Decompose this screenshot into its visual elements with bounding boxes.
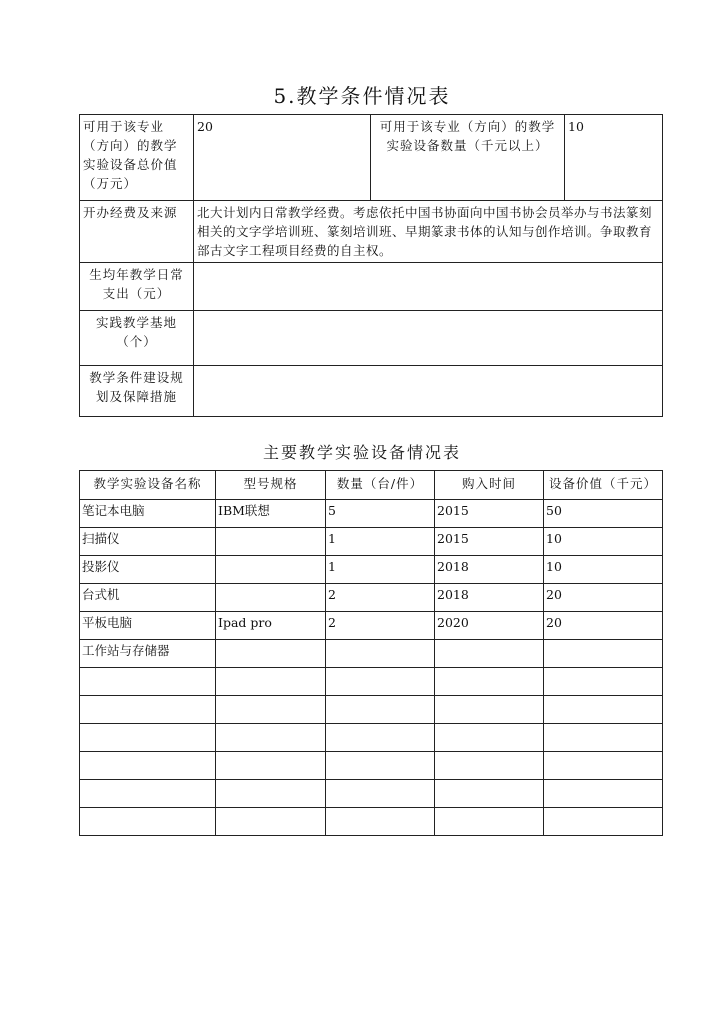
daily-expense-value [194, 263, 663, 311]
cell-purchase-time [435, 640, 544, 668]
cell-model [216, 724, 326, 752]
equip-count-label: 可用于该专业（方向）的教学实验设备数量（千元以上） [371, 115, 565, 201]
table-row [80, 584, 663, 612]
cell-purchase-time: 2018 [435, 556, 544, 584]
cell-name: 笔记本电脑 [80, 500, 216, 528]
cell-name [80, 724, 216, 752]
cell-quantity [326, 752, 435, 780]
equip-total-value: 20 [194, 115, 371, 201]
table-row [80, 612, 663, 640]
header-name: 教学实验设备名称 [80, 471, 216, 500]
equip-count-value: 10 [565, 115, 663, 201]
cell-purchase-time: 2018 [435, 584, 544, 612]
equipment-header-row [80, 471, 663, 500]
cell-name [80, 696, 216, 724]
table-row [80, 696, 663, 724]
cell-quantity [326, 668, 435, 696]
cell-value [544, 668, 663, 696]
cell-quantity: 1 [326, 528, 435, 556]
cell-name [80, 808, 216, 836]
cell-model: IBM联想 [216, 500, 326, 528]
cell-purchase-time [435, 696, 544, 724]
header-purchase-time: 购入时间 [435, 471, 544, 500]
cell-purchase-time [435, 724, 544, 752]
cell-value [544, 752, 663, 780]
cell-name: 台式机 [80, 584, 216, 612]
cell-name: 平板电脑 [80, 612, 216, 640]
cell-model [216, 556, 326, 584]
cell-quantity [326, 640, 435, 668]
cell-purchase-time: 2015 [435, 500, 544, 528]
equipment-table-title: 主要教学实验设备情况表 [262, 443, 461, 462]
cell-name [80, 780, 216, 808]
table-row [80, 556, 663, 584]
table-row [80, 724, 663, 752]
cell-purchase-time: 2015 [435, 528, 544, 556]
cell-name: 扫描仪 [80, 528, 216, 556]
cell-purchase-time [435, 668, 544, 696]
table-row [80, 640, 663, 668]
cell-model [216, 752, 326, 780]
plan-label: 教学条件建设规划及保障措施 [80, 366, 194, 417]
equipment-table [79, 470, 663, 836]
cell-name [80, 668, 216, 696]
plan-value [194, 366, 663, 417]
cell-model [216, 808, 326, 836]
cell-value [544, 640, 663, 668]
cell-quantity [326, 808, 435, 836]
cell-model [216, 640, 326, 668]
header-quantity: 数量（台/件） [326, 471, 435, 500]
cell-model [216, 528, 326, 556]
cell-value [544, 808, 663, 836]
cell-value: 10 [544, 528, 663, 556]
table-row [80, 752, 663, 780]
header-value: 设备价值（千元） [544, 471, 663, 500]
table-row [80, 528, 663, 556]
cell-name: 投影仪 [80, 556, 216, 584]
table-row [80, 780, 663, 808]
table-row [80, 500, 663, 528]
cell-purchase-time: 2020 [435, 612, 544, 640]
practice-base-label: 实践教学基地（个） [80, 311, 194, 366]
cell-model [216, 780, 326, 808]
cell-quantity: 2 [326, 612, 435, 640]
table-row [80, 808, 663, 836]
cell-name [80, 752, 216, 780]
daily-expense-label: 生均年教学日常支出（元） [80, 263, 194, 311]
cell-value: 50 [544, 500, 663, 528]
practice-base-value [194, 311, 663, 366]
cell-value [544, 696, 663, 724]
cell-purchase-time [435, 752, 544, 780]
cell-value: 20 [544, 612, 663, 640]
cell-value [544, 724, 663, 752]
cell-model: Ipad pro [216, 612, 326, 640]
equip-total-label: 可用于该专业（方向）的教学实验设备总价值（万元） [80, 115, 194, 201]
cell-purchase-time [435, 780, 544, 808]
cell-model [216, 696, 326, 724]
cell-quantity [326, 780, 435, 808]
funding-label: 开办经费及来源 [80, 201, 194, 263]
equipment-table-body [80, 500, 663, 836]
cell-model [216, 584, 326, 612]
cell-model [216, 668, 326, 696]
page-title: 5.教学条件情况表 [273, 84, 451, 108]
cell-quantity [326, 724, 435, 752]
cell-quantity: 1 [326, 556, 435, 584]
cell-quantity: 2 [326, 584, 435, 612]
funding-value: 北大计划内日常教学经费。考虑依托中国书协面向中国书协会员举办与书法篆刻相关的文字学培训班、篆刻培训班、早期篆隶书体的认知与创作培训。争取教育部古文字工程项目经费的自主权。 [194, 201, 663, 263]
cell-quantity: 5 [326, 500, 435, 528]
cell-value: 20 [544, 584, 663, 612]
teaching-conditions-table [79, 114, 663, 417]
cell-purchase-time [435, 808, 544, 836]
cell-name: 工作站与存储器 [80, 640, 216, 668]
cell-value [544, 780, 663, 808]
table-row [80, 668, 663, 696]
header-model: 型号规格 [216, 471, 326, 500]
cell-quantity [326, 696, 435, 724]
cell-value: 10 [544, 556, 663, 584]
